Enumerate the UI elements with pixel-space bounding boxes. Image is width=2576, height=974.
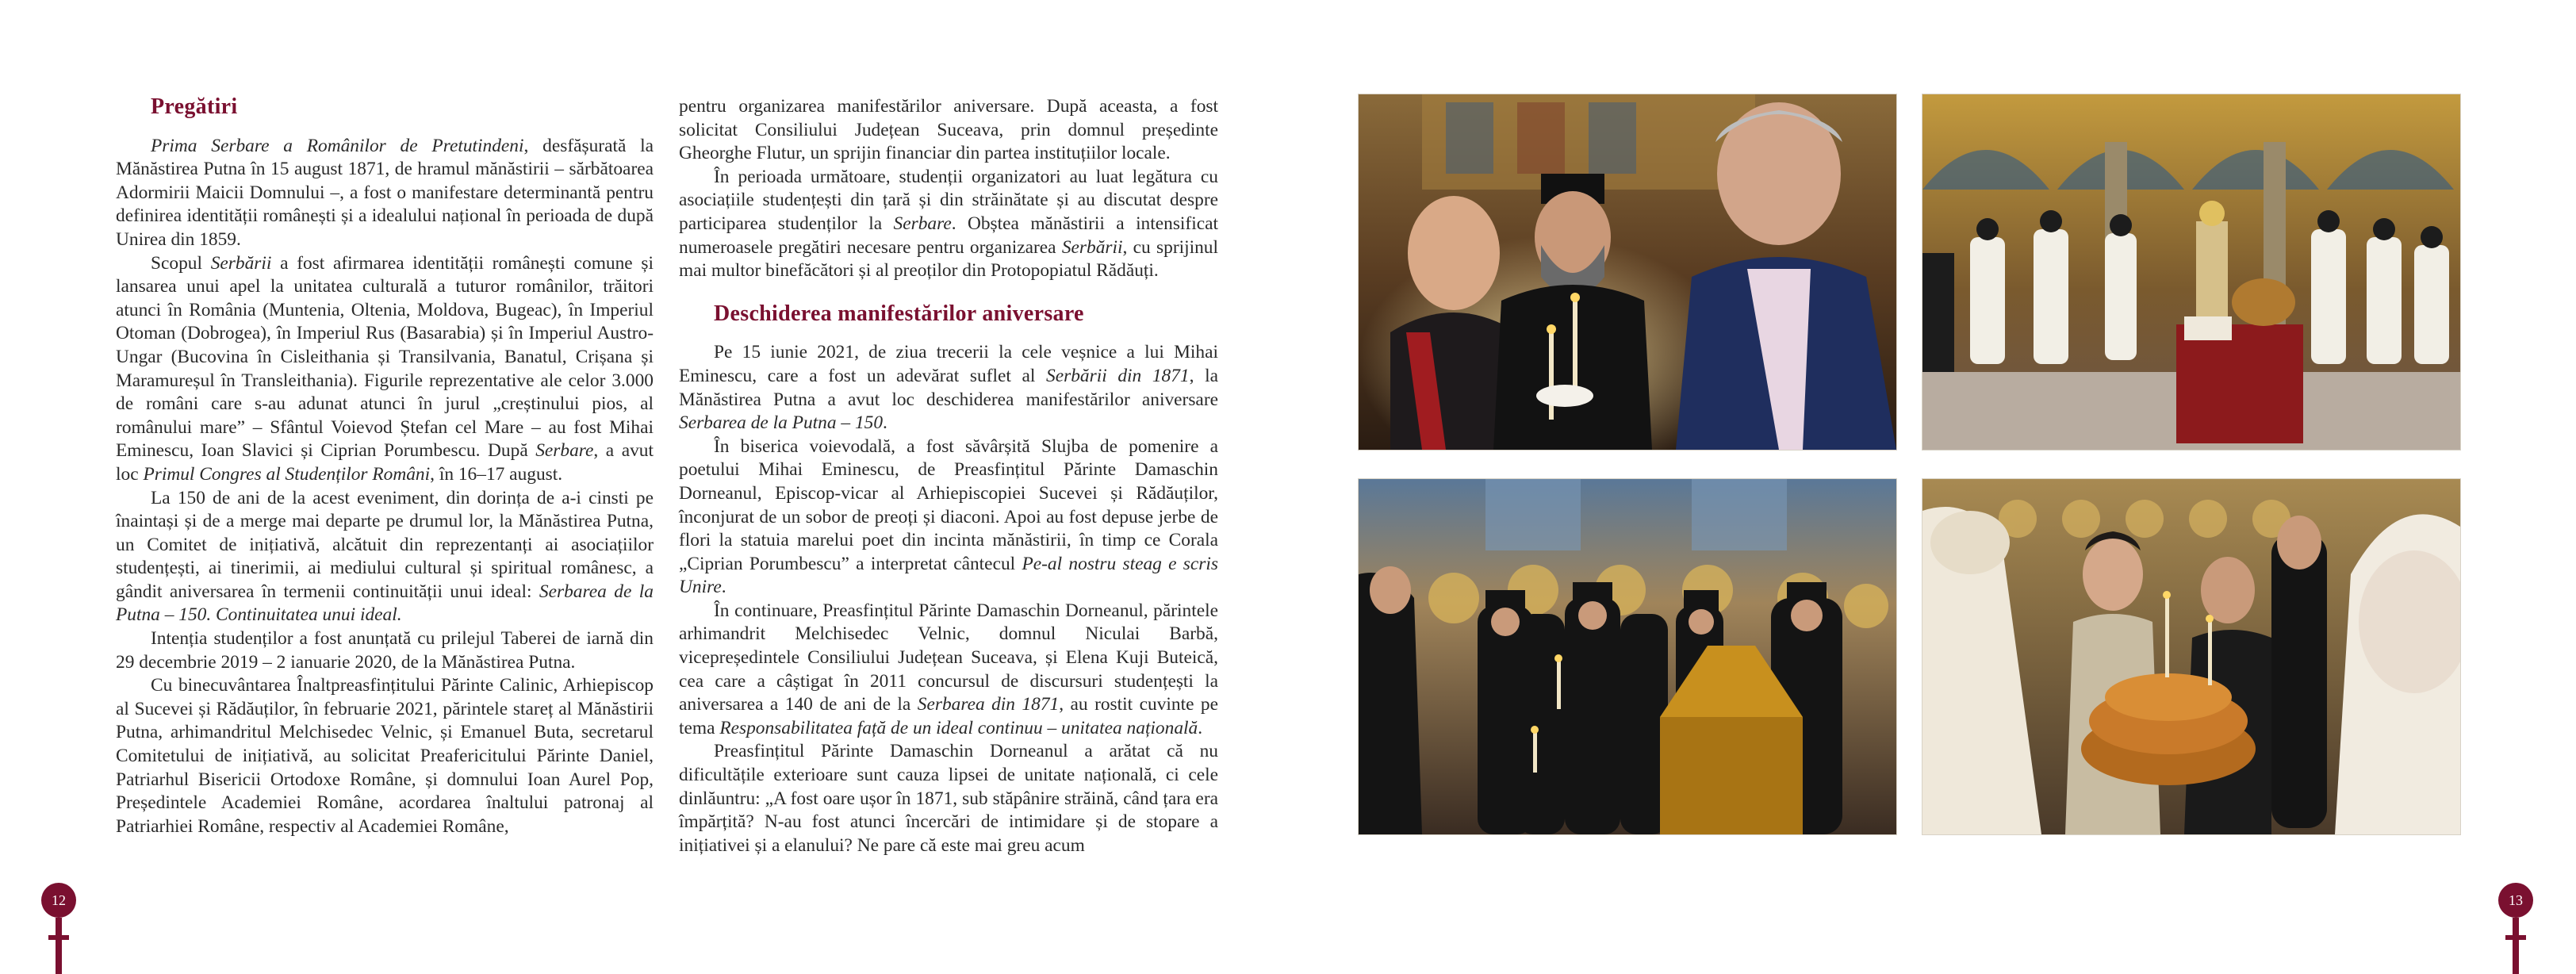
- text-column-left: [116, 95, 654, 838]
- text-run: , la Mănăstirea Putna a avut loc deschiderea manifestărilor aniversare: [679, 365, 1219, 410]
- text-run: În biserica voievodală, a fost săvârșită Slujba de pomenire a poetului Mihai Eminescu, de Preasfințitul Părinte Damaschin Dorneanul, Episcop-vicar al Arhiepiscopiei Sucevei și Rădăuților, înconjurat de un sobor de preoți și diaconi. Apoi au fost depuse jerbe de flori la statuia marelui poet din incinta mănăstirii, în timp ce Corala „Ciprian Porumbescu” a interpretat cântecul: [679, 435, 1218, 574]
- italic-text: Prima Serbare a Românilor de Pretutindeni: [151, 135, 524, 156]
- folio-ornament-bar: [48, 935, 69, 940]
- text-run: Cu binecuvântarea Înaltpreasfințitului Părinte Calinic, Arhiepiscop al Sucevei și Rădăuților, în februarie 2021, părintele stareț al Mănăstirii Putna, arhimandritul Melchisedec Velnic, și Emanuel Buta, secretarul Comitetului de inițiativă, au solicitat Preafericitului Părinte Daniel, Patriarhul Bisericii Ortodoxe Române, și domnului Ioan Aurel Pop, Președintele Academiei Române, acordarea înaltului patronaj al Patriarhiei Române, respectiv al Academiei Române,: [116, 675, 654, 837]
- folio-ornament: [2513, 918, 2519, 974]
- candlelit-memorial-photo: [1358, 94, 1897, 451]
- section-heading-deschidere: Deschiderea manifestărilor aniversare: [714, 301, 1084, 326]
- italic-text: Serbării din 1871: [1046, 365, 1190, 386]
- text-run: În perioada următoare, studenții organizatori au luat legătura cu asociațiile studențești din țară și din străinătate și au discutat despre participarea studenților la: [679, 166, 1218, 234]
- text-run: , a avut loc: [116, 440, 654, 485]
- paragraph: [679, 95, 1218, 166]
- paragraph: [116, 487, 654, 628]
- italic-text: Serbare: [535, 440, 594, 462]
- text-run: , au rostit cuvinte pe tema: [679, 694, 1218, 738]
- paragraph: [116, 252, 654, 487]
- text-run: , cu sprijinul mai multor binefăcători și al preoților din Protopopiatul Rădăuți.: [679, 236, 1218, 282]
- text-run: Preasfințitul Părinte Damaschin Dorneanul a arătat că nu dificultățile exterioare sunt cauza lipsei de unitate națională, ci cele dinlăuntru: „A fost oare ușor în 1871, sub stăpânire străină, când țara era împărțită? N-au fost atunci încercări de intimidare și de stopare a inițiativei și a elanului? Ne pare că este mai greu acum: [679, 741, 1218, 856]
- paragraph: [116, 135, 654, 252]
- blessing-bread-photo: [1922, 478, 2461, 835]
- section-heading-pregatiri: Pregătiri: [151, 94, 238, 119]
- text-run: Intenția studenților a fost anunțată cu prilejul Taberei de iarnă din 29 decembrie 2019 – 2 ianuarie 2020, de la Mănăstirea Putna.: [116, 628, 654, 673]
- article-body-continued: [679, 95, 1218, 283]
- paragraph: [116, 627, 654, 674]
- text-run: La 150 de ani de la acest eveniment, din dorința de a-i cinsti pe înaintași și de a merge mai departe pe drumul lor, la Mănăstirea Putna, un Comitet de inițiativă, alcătuit din reprezentanți ai asociațiilor studențești, ai tinerimii, ai mediului cultural și spiritual românesc, a gândit aniversarea în termenii continuității unui ideal:: [116, 487, 654, 602]
- text-run: , în 16–17 august.: [430, 463, 563, 485]
- page-number-badge: 12: [41, 883, 76, 918]
- text-column-right: [679, 95, 1218, 857]
- italic-text: Primul Congres al Studenților Români: [143, 463, 431, 485]
- paragraph: [679, 740, 1218, 857]
- article-body-deschidere: [679, 341, 1218, 857]
- text-run: Pe 15 iunie 2021, de ziua trecerii la cele veșnice a lui Mihai Eminescu, care a fost un adevărat suflet al: [679, 342, 1218, 386]
- text-run: Scopul: [151, 252, 211, 274]
- paragraph: [679, 341, 1218, 435]
- church-service-photo: [1922, 94, 2461, 451]
- text-run: , desfășurată la Mănăstirea Putna în 15 august 1871, de hramul mănăstirii – sărbătoarea Adormirii Maicii Domnului –, a fost o manifestare determinantă pentru definirea identității românești și a idealului național în perioada de după Unirea din 1859.: [116, 135, 654, 250]
- italic-text: Serbarea de la Putna – 150. Continuitatea unui ideal.: [116, 581, 654, 626]
- text-run: În continuare, Preasfințitul Părinte Damaschin Dorneanul, părintele arhimandrit Melchisedec Velnic, domnul Niculai Barbă, vicepreședintele Consiliului Județean Suceava, și Elena Kuji Buteică, cea care a câștigat în 2011 concursul de discursuri studențești la aniversarea a 140 de ani de la: [679, 600, 1218, 715]
- paragraph: [679, 166, 1218, 283]
- text-run: .: [721, 577, 726, 598]
- text-run: . Obștea mănăstirii a intensificat numeroasele pregătiri necesare pentru organizarea: [679, 213, 1218, 258]
- monks-with-candles-photo: [1358, 478, 1897, 835]
- text-run: .: [1198, 717, 1203, 738]
- paragraph: [679, 600, 1218, 741]
- paragraph: [679, 435, 1218, 600]
- paragraph: [116, 674, 654, 838]
- italic-text: Pe-al nostru steag e scris Unire: [679, 553, 1218, 598]
- italic-text: Serbării: [210, 252, 272, 274]
- text-run: pentru organizarea manifestărilor aniversare. După aceasta, a fost solicitat Consiliului Județean Suceava, prin domnul președinte Gheorghe Flutur, un sprijin financiar din partea instituțiilor locale.: [679, 96, 1218, 164]
- folio-ornament: [56, 918, 62, 974]
- italic-text: Responsabilitatea față de un ideal continuu – unitatea națională: [719, 717, 1198, 738]
- italic-text: Serbarea de la Putna – 150: [679, 412, 884, 434]
- text-run: a fost afirmarea identității românești comune și lansarea unui apel la unitatea culturală a tuturor românilor, trăitori atunci în România (Muntenia, Oltenia, Moldova, Bugeac), în Imperiul Otoman (Dobrogea), în Imperiul Rus (Basarabia) și în Imperiul Austro-Ungar (Bucovina în Cisleithania și Transilvania, Banatul, Crișana și Maramureșul în Transleithania). Figurile reprezentative ale celor 3.000 de români care s-au adunat atunci în jurul „creștinului pios, al românului mare” – Sfântul Voievod Ștefan cel Mare – au fost Mihai Eminescu, Ioan Slavici și Ciprian Porumbescu. După: [116, 252, 654, 462]
- folio-ornament-bar: [2505, 935, 2526, 940]
- italic-text: Serbarea din 1871: [917, 694, 1060, 715]
- page-number-badge: 13: [2498, 883, 2533, 918]
- text-run: .: [883, 412, 887, 434]
- italic-text: Serbării: [1061, 236, 1123, 258]
- article-body-left: [116, 135, 654, 839]
- italic-text: Serbare: [893, 213, 952, 234]
